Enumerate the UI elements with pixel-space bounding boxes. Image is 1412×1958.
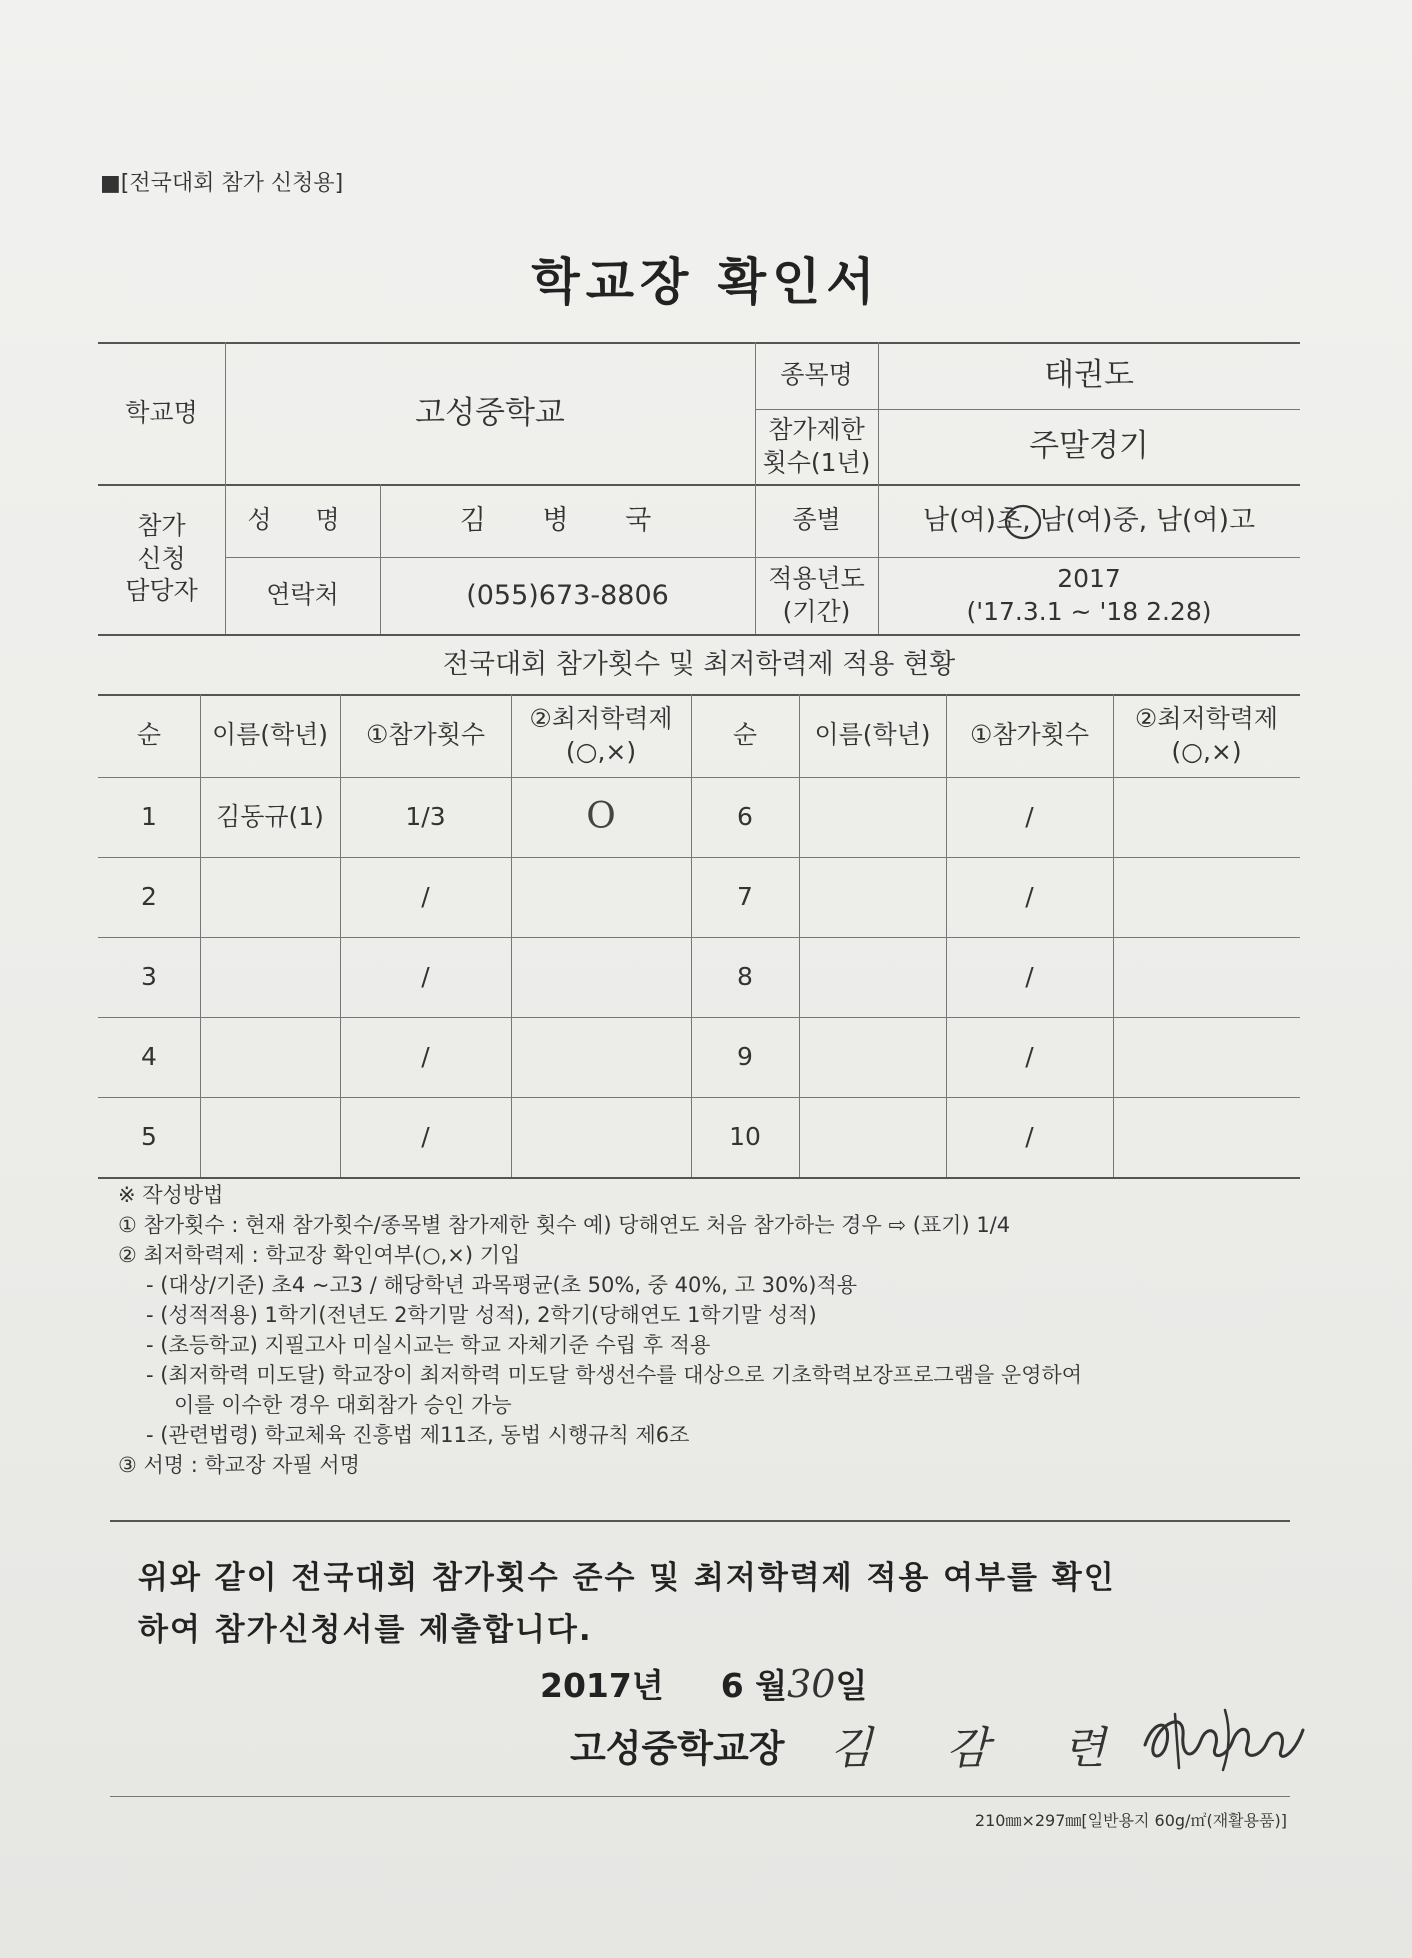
signer-title: 고성중학교장 (570, 1727, 785, 1770)
sport-label: 종목명 (780, 360, 853, 390)
manager-label-line3: 담당자 (125, 576, 198, 606)
document-title: 학교장 확인서 (531, 253, 881, 311)
note-2: ② 최저학력제 : 학교장 확인여부(○,×) 기입 (118, 1243, 521, 1267)
footer-divider (110, 1796, 1290, 1797)
instructions (118, 1180, 1298, 1480)
divider (110, 1520, 1290, 1522)
row-min (511, 857, 691, 937)
row-no: 9 (737, 1041, 753, 1071)
limit-label (755, 409, 878, 484)
header-min-left (511, 694, 691, 777)
school-label: 학교명 (125, 397, 198, 427)
row-count: / (421, 1121, 430, 1151)
note-2a: - (대상/기준) 초4 ~고3 / 해당학년 과목평균(초 50%, 중 40%, 고 30%)적용 (146, 1273, 858, 1297)
form-tag: ■[전국대회 참가 신청용] (100, 171, 344, 196)
year-label-line1: 적용년도 (768, 564, 865, 593)
row-name (200, 937, 340, 1017)
row-min (1113, 937, 1300, 1017)
sport-value: 태권도 (1044, 357, 1134, 394)
row-min (1113, 857, 1300, 937)
row-name (200, 1097, 340, 1177)
header-name-left: 이름(학년) (211, 720, 329, 750)
row-no: 7 (737, 881, 753, 911)
school-value: 고성중학교 (415, 394, 565, 431)
notes-heading: ※ 작성방법 (118, 1183, 224, 1207)
row-no: 5 (141, 1121, 157, 1151)
row-min (511, 937, 691, 1017)
row-no: 2 (141, 881, 157, 911)
row-no: 10 (729, 1121, 761, 1151)
row-name (799, 937, 946, 1017)
row-name: 김동규(1) (216, 801, 324, 831)
header-min-right-line1: ②최저학력제 (1134, 704, 1279, 733)
row-name (799, 1017, 946, 1097)
note-2d: - (최저학력 미도달) 학교장이 최저학력 미도달 학생선수를 대상으로 기초학력보장프로그램을 운영하여 (146, 1363, 1083, 1387)
category-label: 종별 (792, 505, 841, 535)
manager-label (98, 484, 225, 634)
row-count: / (421, 1041, 430, 1071)
year-value-line1: 2017 (1057, 564, 1121, 593)
contact-value: (055)673-8806 (466, 579, 669, 611)
row-count: 1/3 (405, 801, 446, 831)
header-min-left-line1: ②최저학력제 (529, 704, 673, 733)
header-no-left: 순 (136, 720, 162, 750)
year-value-line2: ('17.3.1 ~ '18 2.28) (966, 596, 1212, 626)
row-count: / (421, 961, 430, 991)
row-min (511, 1017, 691, 1097)
row-min (1113, 1017, 1300, 1097)
row-count: / (1025, 1041, 1034, 1071)
row-no: 8 (737, 961, 753, 991)
name-label: 성 명 (247, 505, 358, 535)
row-name (799, 857, 946, 937)
row-min (1113, 777, 1300, 857)
note-2e: - (관련법령) 학교체육 진흥법 제11조, 동법 시행규칙 제6조 (146, 1423, 690, 1447)
header-no-right: 순 (732, 720, 758, 750)
limit-value: 주말경기 (1029, 428, 1149, 465)
manager-label-line2: 신청 (137, 543, 186, 573)
date-month-unit: 월 (755, 1666, 788, 1705)
declaration-line1: 위와 같이 전국대회 참가횟수 준수 및 최저학력제 적용 여부를 확인 (138, 1560, 1116, 1596)
year-label-line2: (기간) (782, 596, 851, 626)
row-count: / (1025, 801, 1034, 831)
row-name (200, 1017, 340, 1097)
header-count-left: ①참가횟수 (365, 720, 485, 750)
date-day-unit: 일 (835, 1666, 868, 1705)
status-section-title: 전국대회 참가횟수 및 최저학력제 적용 현황 (442, 649, 956, 681)
submission-date (540, 1660, 867, 1707)
row-min: O (586, 795, 616, 837)
row-name (799, 1097, 946, 1177)
header-min-right-line2: (○,×) (1171, 736, 1242, 766)
header-name-right: 이름(학년) (814, 720, 931, 750)
limit-label-line2: 횟수(1년) (762, 447, 871, 477)
date-day: 30 (787, 1662, 836, 1706)
manager-label-line1: 참가 (137, 511, 186, 541)
declaration-line2: 하여 참가신청서를 제출합니다. (138, 1612, 593, 1648)
header-min-left-line2: (○,×) (565, 736, 637, 766)
note-2d-cont: 이를 이수한 경우 대회참가 승인 가능 (174, 1393, 512, 1417)
year-value (878, 557, 1300, 634)
header-count-right: ①참가횟수 (969, 720, 1089, 750)
note-2b: - (성적적용) 1학기(전년도 2학기말 성적), 2학기(당해연도 1학기말 성적) (146, 1303, 817, 1327)
row-no: 1 (141, 801, 157, 831)
header-min-right (1113, 694, 1300, 777)
category-value (878, 484, 1300, 557)
row-name (799, 777, 946, 857)
name-value: 김 병 국 (459, 504, 676, 536)
note-1: ① 참가횟수 : 현재 참가횟수/종목별 참가제한 횟수 예) 당해연도 처음 참가하는 경우 ⇨ (표기) 1/4 (118, 1213, 1011, 1237)
row-count: / (1025, 1121, 1034, 1151)
row-min (511, 1097, 691, 1177)
contact-label: 연락처 (266, 580, 339, 610)
date-year: 2017년 (540, 1666, 664, 1705)
paper-spec: 210㎜×297㎜[일반용지 60g/㎡(재활용품)] (974, 1811, 1287, 1830)
note-2c: - (초등학교) 지필고사 미실시교는 학교 자체기준 수립 후 적용 (146, 1333, 711, 1357)
limit-label-line1: 참가제한 (768, 415, 865, 444)
row-no: 6 (737, 801, 753, 831)
handwritten-name: 김 감 련 (830, 1723, 1136, 1774)
row-no: 4 (141, 1041, 157, 1071)
date-month: 6 (720, 1666, 744, 1705)
year-label (755, 557, 878, 634)
signature-mark (1135, 1700, 1310, 1780)
row-name (200, 857, 340, 937)
row-no: 3 (141, 961, 157, 991)
category-circle-mark (1003, 502, 1043, 542)
row-min (1113, 1097, 1300, 1177)
row-count: / (1025, 881, 1034, 911)
category-value-text: 남(여)초, 남(여)중, 남(여)고 (922, 504, 1256, 536)
row-count: / (421, 881, 430, 911)
note-3: ③ 서명 : 학교장 자필 서명 (118, 1453, 360, 1477)
row-count: / (1025, 961, 1034, 991)
